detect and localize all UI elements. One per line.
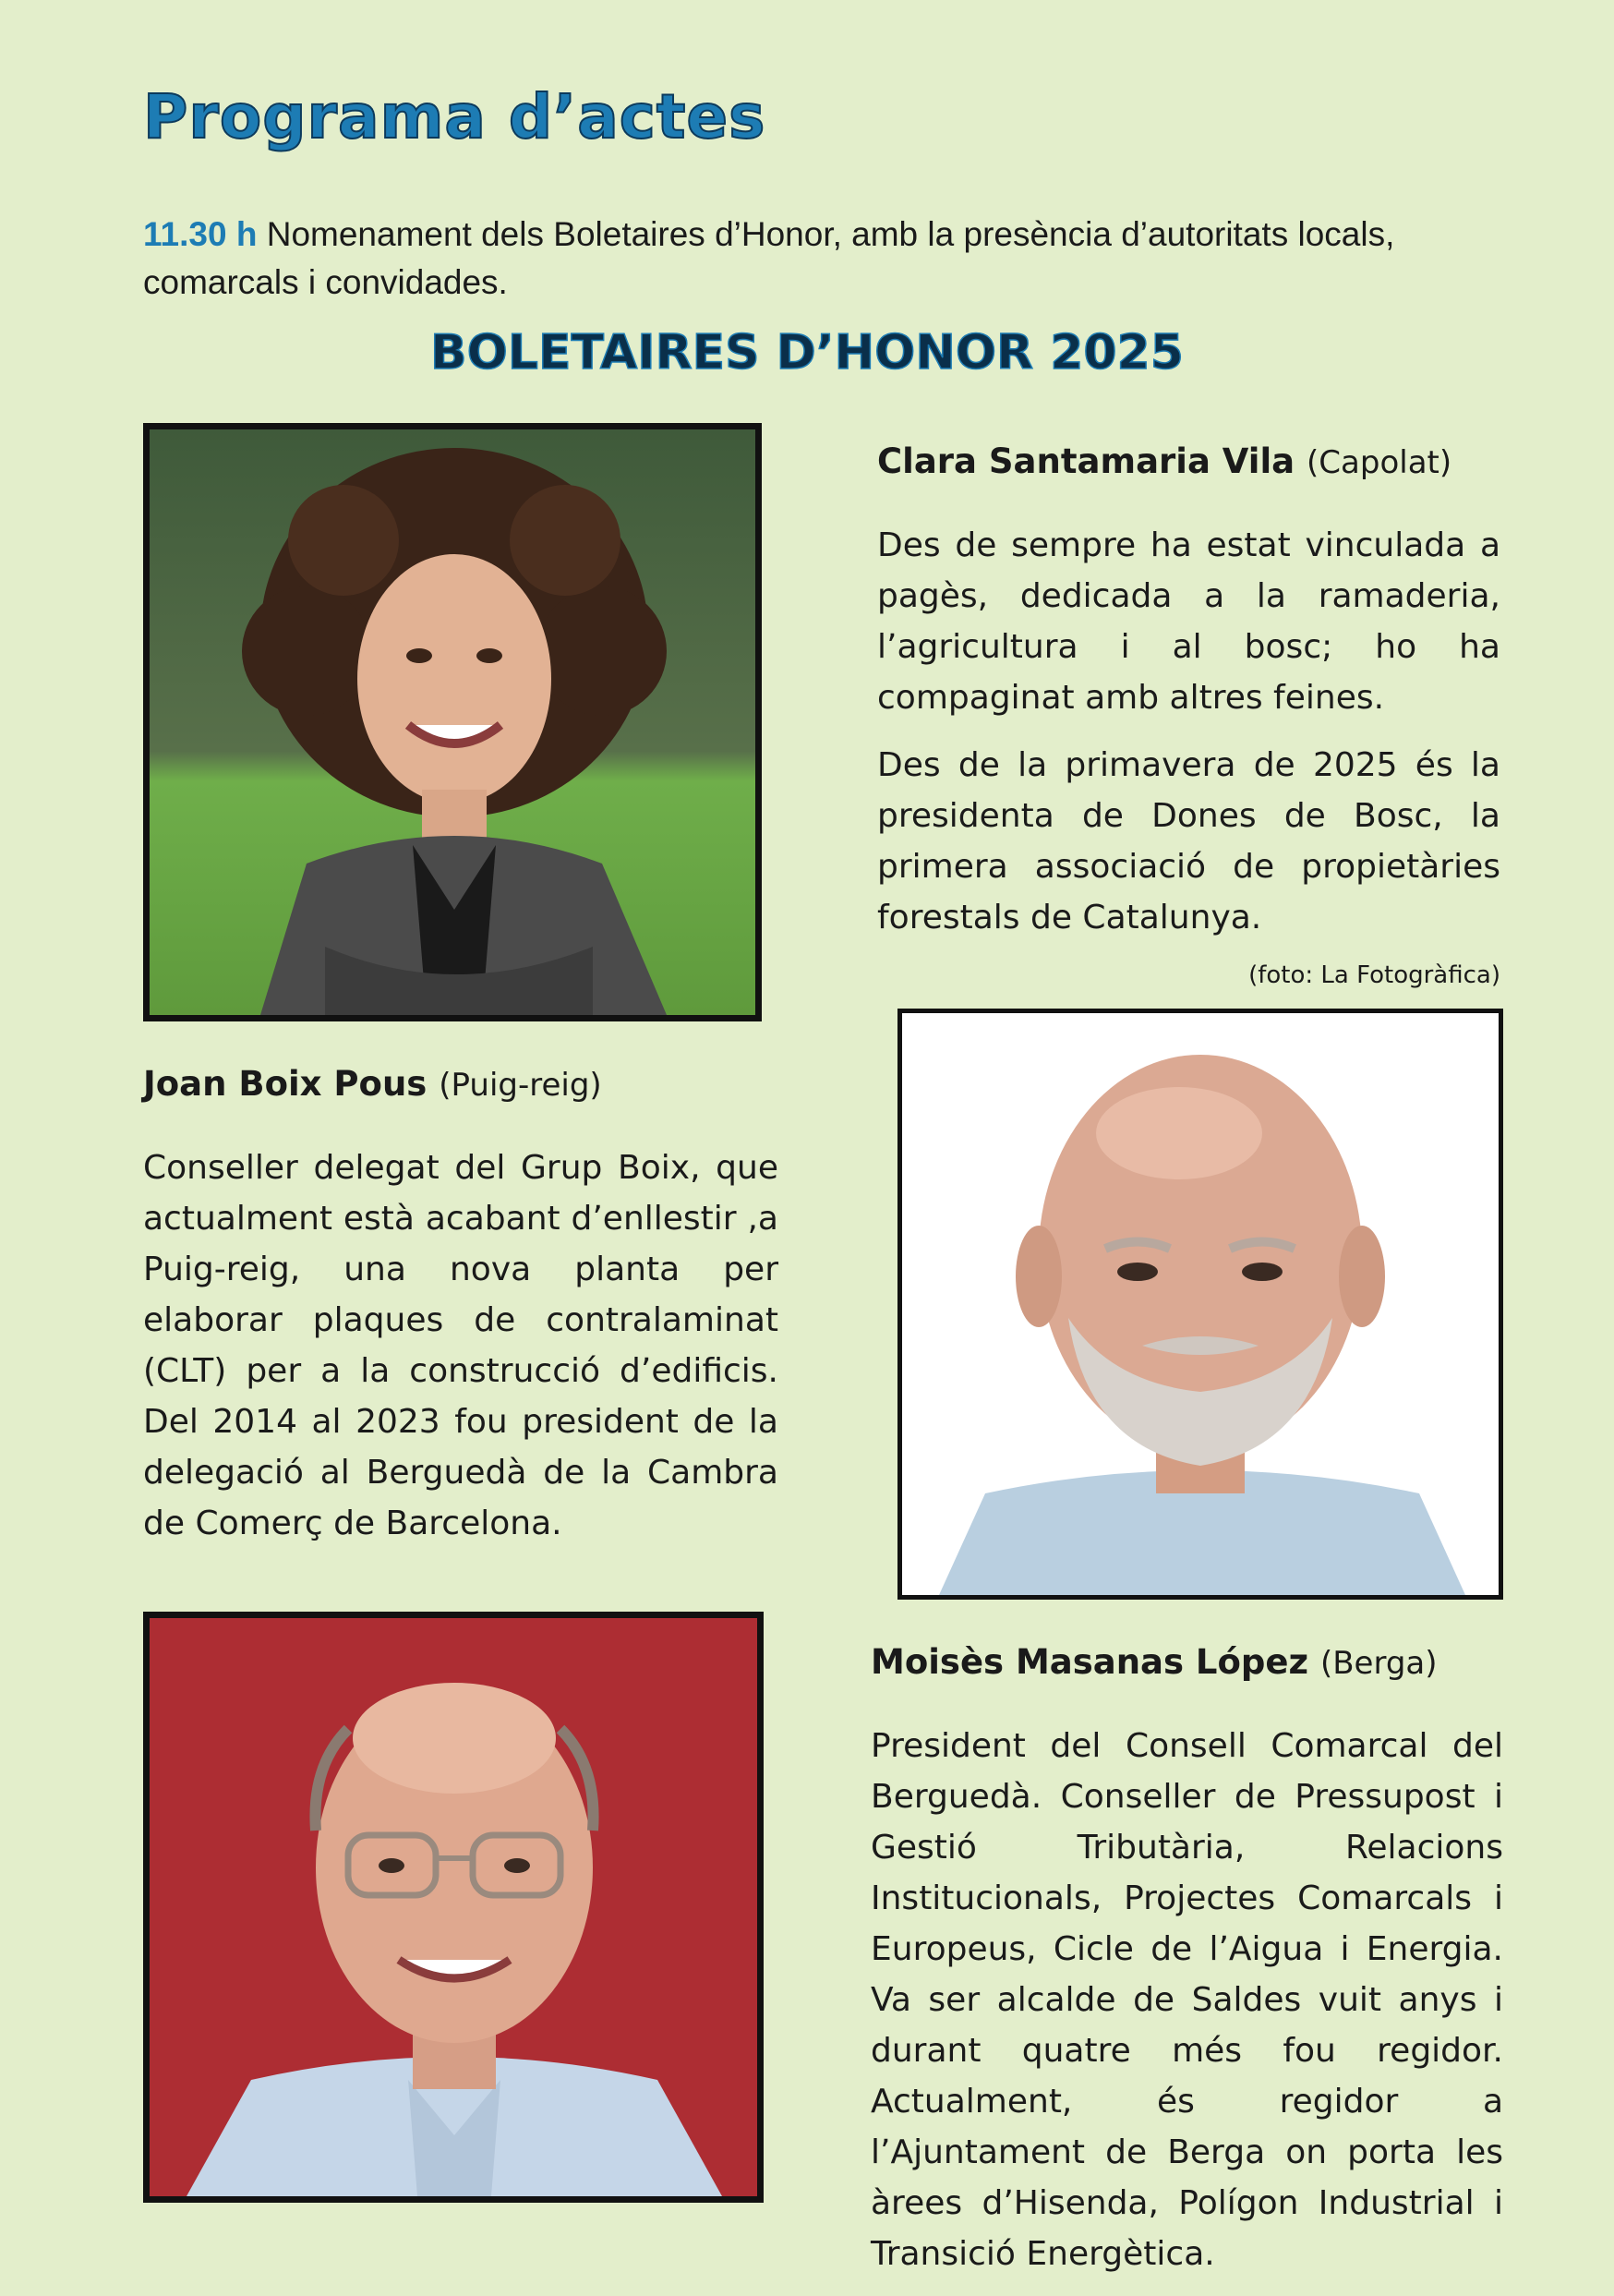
photo-clara: [143, 423, 762, 1021]
honoree-moises: [871, 1642, 1503, 2296]
intro-text: [143, 211, 1473, 307]
honoree-bio-text: Des de la primavera de 2025 és la presidenta de Dones de Bosc, la primera associació de propietàries forestals de Catalunya.: [877, 746, 1500, 937]
honoree-bio-paragraph: Des de sempre ha estat vinculada a pagès, dedicada a la ramaderia, l’agricultura i al bosc; ho ha compaginat amb altres feines.: [877, 526, 1500, 717]
honoree-name: [871, 1642, 1503, 1682]
honoree-clara: [877, 441, 1500, 1001]
honoree-name: [143, 1064, 778, 1104]
honoree-joan: [143, 1064, 778, 1565]
honoree-bio-paragraph: President del Consell Comarcal del Berguedà. Conseller de Pressupost i Gestió Tributària, Relacions Institucionals, Projectes Comarcals i Europeus, Cicle de l’Aigua i Energia. Va ser alcalde de Saldes vuit anys i durant quatre més fou regidor. Actualment, és regidor a l’Ajuntament de Berga on porta les àrees d’Hisenda, Polígon Industrial i Transició Energètica.: [871, 1727, 1503, 2273]
honoree-bio-paragraph: Conseller delegat del Grup Boix, que actualment està acabant d’enllestir ,a Puig-reig, una nova planta per elaborar plaques de contralaminat (CLT) per a la construcció d’edificis. Del 2014 al 2023 fou president de la delegació al Berguedà de la Cambra de Comerç de Barcelona.: [143, 1149, 778, 1542]
intro-time: 11.30 h: [143, 215, 258, 253]
photo-joan: [897, 1009, 1503, 1600]
honoree-bio-paragraph: [877, 740, 1500, 989]
page-title: Programa d’actes: [143, 81, 766, 152]
honoree-name-text: Clara Santamaria Vila: [877, 441, 1295, 481]
photo-credit: (foto: La Fotogràfica): [1248, 961, 1500, 989]
honoree-name-text: Moisès Masanas López: [871, 1642, 1309, 1682]
honoree-name-text: Joan Boix Pous: [143, 1064, 428, 1104]
honoree-name: [877, 441, 1500, 481]
honoree-place: (Berga): [1319, 1645, 1438, 1682]
honoree-place: (Capolat): [1307, 444, 1452, 481]
section-subtitle: BOLETAIRES D’HONOR 2025: [430, 325, 1184, 381]
honoree-place: (Puig-reig): [439, 1067, 602, 1104]
intro-description: Nomenament dels Boletaires d’Honor, amb la presència d’autoritats locals, comarcals i convidades.: [143, 215, 1395, 301]
photo-moises: [143, 1612, 764, 2203]
